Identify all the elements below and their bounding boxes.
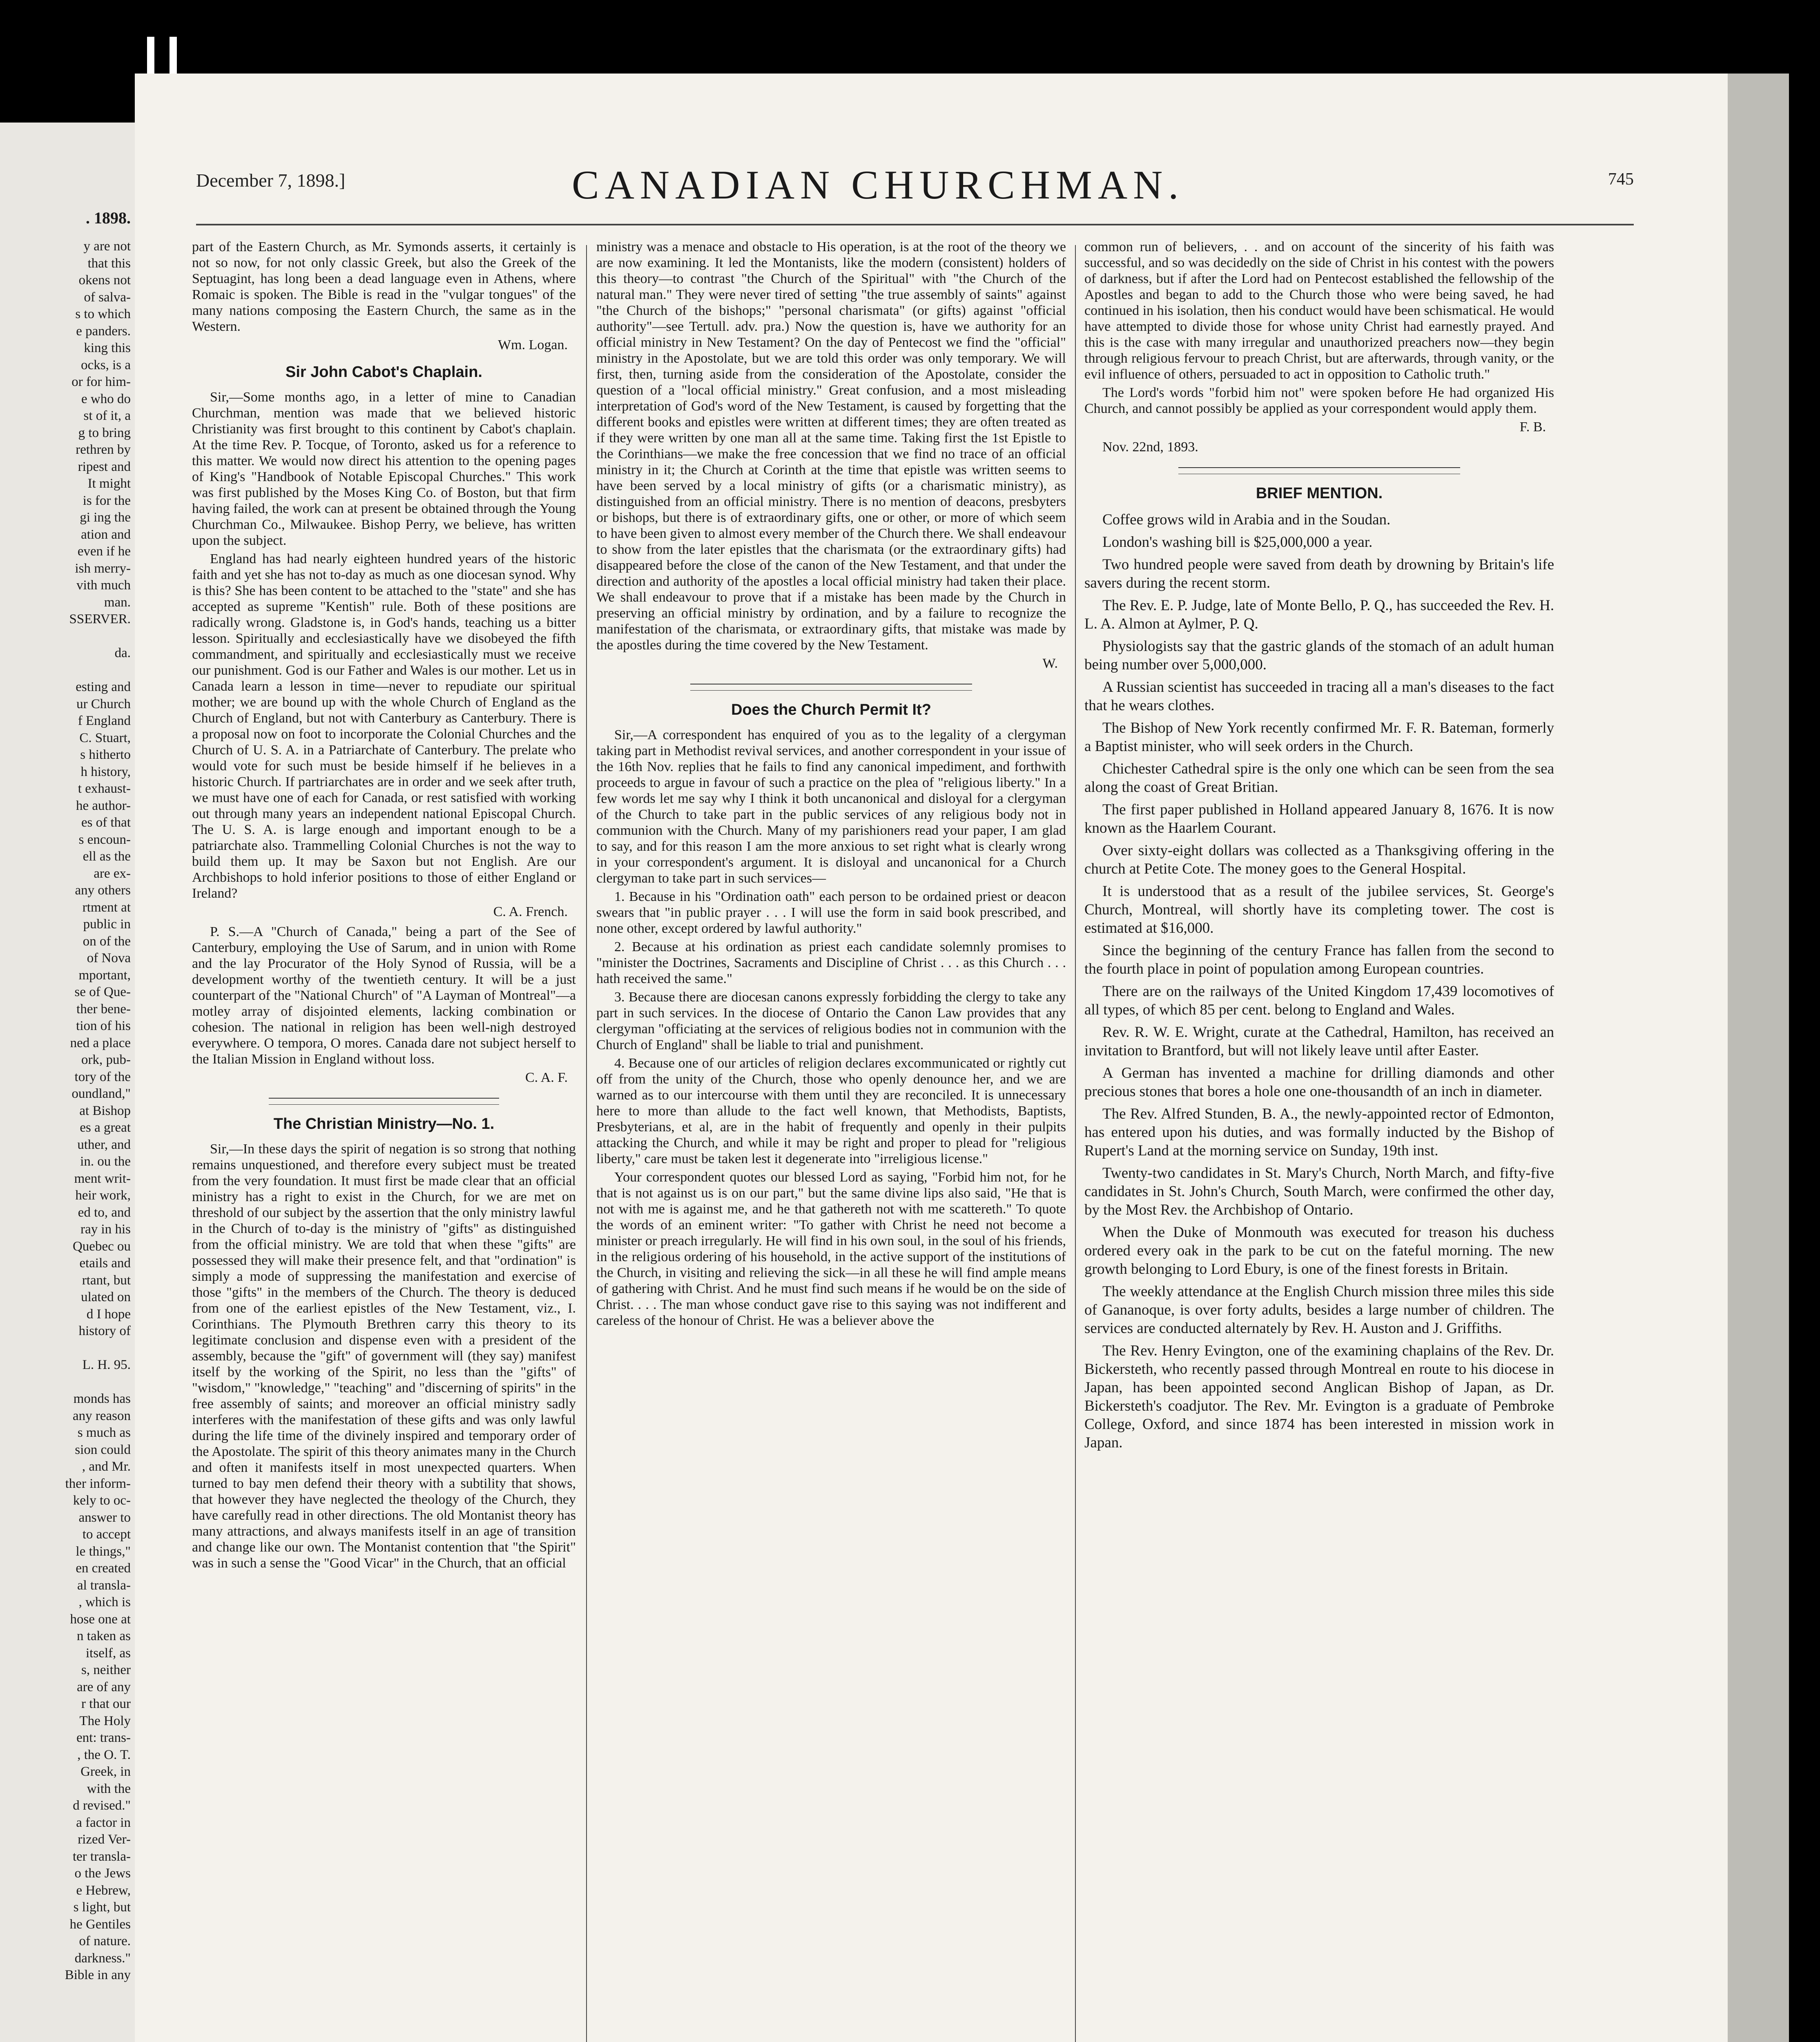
left-page-line: Quebec ou [72,1239,131,1254]
left-page-line: are ex- [94,866,131,881]
left-page-line: Bible in any [65,1968,131,1982]
left-page-line: even if he [77,544,131,559]
column-2 [596,239,1066,2042]
left-page-line: a factor in [76,1815,131,1830]
brief-mention-item: Twenty-two candidates in St. Mary's Church, North March, and fifty-five candidates in St. John's Church, South March, were confirmed the other day, by the Most Rev. the Archbishop of Ontario. [1084,1165,1554,1218]
left-page-line: f England [78,713,131,728]
left-page-line: L. H. 95. [82,1358,131,1372]
left-page-line: mportant, [78,967,131,983]
brief-mention-item: The Rev. Alfred Stunden, B. A., the newly-appointed rector of Edmonton, has entered upon his duties, and was formally inducted by the Bishop of Rupert's Land at the morning service on Sunday, 19th inst. [1084,1106,1554,1159]
brief-mention-item: When the Duke of Monmouth was executed for treason his duchess ordered every oak in the park to be cut on the fateful morning. The new growth belonging to Lord Ebury, is one of the finest forests in Britain. [1084,1224,1554,1277]
column-1 [192,239,576,2042]
left-page-line: ent: trans- [76,1730,131,1745]
left-page-line: tion of his [76,1019,131,1033]
paragraph: common run of believers, . . and on account of the sincerity of his faith was successful, and so was decidedly on the side of Christ in his contest with the powers of darkness, but if after the Lord had on Pentecost established the fellowship of the Apostles and began to add to the Church those who were being saved, he had continued in his isolation, then his conduct would have been schismatical. He would have attempted to divide those for whose unity Christ had earnestly prayed. And this is the case with many irregular and unauthorized preachers now—they begin through religious fervour to preach Christ, but are afterwards, through vanity, or the evil influence of others, persuaded to act in opposition to Catholic truth." [1084,239,1554,382]
left-page-line: rethren by [76,442,131,457]
left-page-line: any reason [72,1408,131,1423]
left-page-line: ment writ- [74,1171,131,1186]
page-number: 745 [1608,170,1634,189]
left-page-line: s light, but [73,1900,131,1915]
left-page-line: monds has [73,1391,131,1406]
column-rule [1075,245,1076,2042]
paragraph: Sir,—In these days the spirit of negation is so strong that nothing remains unquestioned, and therefore every subject must be treated from the very foundation. It must first be made clear that an official ministry has a right to exist in the Church, for we are met on threshold of our subject by the assertion that the only ministry lawful in the Church of to-day is the ministry of "gifts" as distinguished from the official ministry. We are told that when these "gifts" are possessed they will make their presence felt, and that "ordination" is simply a mode of suppressing the manifestation and exercise of those "gifts" in the members of the Church. The theory is deduced from one of the earliest epistles of the New Testament, viz., I. Corinthians. The Plymouth Brethren carry this theory to its legitimate conclusion and dispense even with a president of the assembly, because the "gift" of government will (they say) manifest itself by the working of the Spirit, no less than the "gifts" of "wisdom," "knowledge," "teaching" and "discerning of spirits" in the free assembly of saints; and moreover an official ministry sadly interferes with the manifestation of these gifts and was only lawful during the life time of the divinely inspired and temporary order of the Apostolate. The spirit of this theory animates many in the Church and often it manifests itself in most unexpected quarters. When turned to bay men defend their theory with a subtility that shows, that however they have neglected the theology of the Church, they have carefully read in other directions. The old Montanist theory has many attractions, and always manifests itself in an age of transition and change like our own. The Montanist contention that "the Spirit" was in such a sense the "Good Vicar" in the Church, that an official [192,1141,576,1571]
left-page-line: ulated on [81,1290,131,1304]
paragraph: Your correspondent quotes our blessed Lord as saying, "Forbid him not, for he that is not against us is on our part," but the same divine lips also said, "He that is not with me is against me, and he that gathereth not with me scattereth." To quote the words of an eminent writer: "To gather with Christ he need not become a minister or preach irregularly. He will find in his own soul, in the soul of his friends, in the religious ordering of his household, in the active support of the institutions of the Church, in visiting and relieving the sick—in all these he will find ample means of gathering with Christ. And he must find such means if he would be on the side of Christ. . . . The man whose conduct gave rise to this saying was not indifferent and careless of the honour of Christ. He was a believer above the [596,1170,1066,1328]
signature: W. [1042,656,1058,671]
separator-rule [269,1098,499,1105]
left-page-line: SSERVER. [69,612,131,626]
left-page-line: oundland," [71,1086,131,1101]
left-page-line: on of the [83,934,131,949]
left-page-year: . 1898. [86,209,131,227]
left-page-sliver [0,123,135,2042]
brief-mention-item: The Bishop of New York recently confirmed Mr. F. R. Bateman, formerly a Baptist minister, who will seek orders in the Church. [1084,720,1554,755]
left-page-line: he author- [76,798,131,813]
left-page-line: h history, [80,764,131,779]
left-page-line: al transla- [77,1578,131,1593]
left-page-line: are of any [77,1679,131,1694]
left-page-line: man. [104,595,131,610]
left-page-line: ripest and [78,459,131,474]
brief-mention-item: The weekly attendance at the English Church mission three miles this side of Gananoque, is over forty adults, besides a large number of children. The services are conducted alternately by Rev. H. Auston and J. Griffiths. [1084,1283,1554,1337]
left-page-line: da. [114,646,131,660]
brief-mention-item: Coffee grows wild in Arabia and in the Soudan. [1102,511,1391,528]
left-page-line: ork, pub- [81,1052,131,1067]
signature: F. B. [1519,419,1546,435]
left-page-line: is for the [83,493,131,508]
brief-mention-list [1084,510,1554,1452]
left-page-line: C. Stuart, [79,730,131,745]
left-page-line: answer to [78,1510,131,1525]
left-page-line: o the Jews [74,1866,131,1881]
left-page-line: t exhaust- [78,781,131,796]
signature: C. A. F. [525,1070,568,1085]
left-page-line: r that our [81,1696,131,1711]
brief-mention-item: The Rev. Henry Evington, one of the examining chaplains of the Rev. Dr. Bickersteth, who recently passed through Montreal en route to his diocese in Japan, has been appointed second Anglican Bishop of Japan, as Dr. Bickersteth's coadjutor. The Rev. Mr. Evington is a graduate of Pembroke College, Oxford, and since 1874 has been interested in mission work in Japan. [1084,1342,1554,1451]
left-page-line: ter transla- [72,1849,131,1864]
column-3 [1084,239,1554,2042]
left-page-line: rtment at [82,900,131,915]
section-heading: BRIEF MENTION. [1256,485,1383,502]
left-page-line: s much as [77,1425,131,1440]
left-page-line: that this [87,256,131,271]
paragraph: P. S.—A "Church of Canada," being a part of the See of Canterbury, employing the Use of Sarum, and in union with Rome and the lay Procurator of the Holy Synod of Russia, will be a development worthy of the twentieth century. It will be a just counterpart of the "National Church" of "A Layman of Montreal"—a motley array of disjointed elements, lacking combination or cohesion. The national in religion has been well-nigh destroyed everywhere. O tempora, O mores. Canada dare not subject herself to the Italian Mission in England without loss. [192,924,576,1067]
letter-logan-body: part of the Eastern Church, as Mr. Symonds asserts, it certainly is not so now, for not only classic Greek, but also the Greek of the Septuagint, has long been a dead language even in Athens, where Romaic is spoken. The Bible is read in the "vulgar tongues" of the many nations composing the Eastern Church, the same as in the Western. [192,239,576,334]
left-page-line: of Nova [87,951,131,965]
brief-mention-item: The first paper published in Holland appeared January 8, 1676. It is now known as the Haarlem Courant. [1084,801,1554,836]
brief-mention-item: It is understood that as a result of the jubilee services, St. George's Church, Montreal, will shortly have its completing tower. The cost is estimated at $16,000. [1084,883,1554,936]
paragraph: 1. Because in his "Ordination oath" each person to be ordained priest or deacon swears that "in public prayer . . . I will use the form in said book prescribed, and none other, except ordered by lawful authority." [596,889,1066,936]
left-page-line: le things," [76,1544,131,1559]
left-page-line: rtant, but [82,1273,131,1288]
left-page-line: ed to, and [78,1205,131,1220]
letter-date: Nov. 22nd, 1893. [1102,439,1198,455]
left-page-line: king this [84,341,131,355]
left-page-line: n taken as [77,1629,131,1643]
left-page-line: y are not [83,239,131,254]
brief-mention-item: Chichester Cathedral spire is the only one which can be seen from the sea along the coast of Great Britian. [1084,760,1554,796]
paragraph: ministry was a menace and obstacle to His operation, is at the root of the theory we are now examining. It led the Montanists, like the modern (consistent) holders of this theory—to contrast "the Church of the Spiritual" with "the Church of the natural man." They were never tired of setting "the true assembly of saints" against "the Church of the bishops;" "personal charismata" (or gifts) against "official authority"—see Tertull. adv. pra.) Now the question is, have we authority for an official ministry in New Testament? On the day of Pentecost we find the "official" ministry in the Apostolate, but we are told this order was only temporary. We will first, then, turning aside from the consideration of the Apostolate, consider the question of a "local official ministry." Great confusion, and a most misleading interpretation of God's word of the New Testament, is caused by forgetting that the different books and epistles were written at different times; they are often treated as if they were written by one man all at the same time. Taking first the 1st Epistle to the Corinthians—we make the free concession that we find no trace of an official ministry in it; the Church at Corinth at the time that epistle was written seems to have been served by a local ministry of gifts (or a charismatic ministry), as distinguished from an official ministry. There is no mention of deacons, presbyters or bishops, but there is of extraordinary gifts, one or other, or more of which seem to have been given to almost every member of the Church there. We shall endeavour to show from the later epistles that the charismata (or the extraordinary gifts) had disappeared before the close of the canon of the New Testament, and that under the direction and authority of the apostles a local official ministry had taken their place. We shall endeavour to prove that if a mistake has been made by the Church in preserving an official ministry by ordination, and by a failure to recognize the manifestation of the charismata, or extraordinary gifts, that mistake was made by the apostles during the time covered by the New Testament. [596,239,1066,653]
brief-mention-item: Over sixty-eight dollars was collected as a Thanksgiving offering in the church at Petite Cote. The money goes to the General Hospital. [1084,842,1554,877]
left-page-line: vith much [76,578,131,593]
left-page-line: public in [83,917,131,932]
paragraph: Sir,—A correspondent has enquired of you as to the legality of a clergyman taking part in Methodist revival services, and another correspondent in your issue of the 16th Nov. replies that he fails to find any canonical impediment, and forthwith proceeds to argue in favour of such a practice on the plea of "religious liberty." In a few words let me say why I think it both uncanonical and disloyal for a clergyman of the Church to take part in the public services of any religious body not in communion with the Church. Many of my parishioners read your paper, I am glad to say, and for this reason I am the more anxious to set right what is clearly wrong in your correspondent's argument. It is disloyal and uncanonical for a Church clergyman to take part in such services— [596,727,1066,886]
brief-mention-item: A Russian scientist has succeeded in tracing all a man's diseases to the fact that he wears clothes. [1084,679,1554,714]
left-page-line: itself, as [86,1645,131,1661]
paragraph: England has had nearly eighteen hundred years of the historic faith and yet she has not to-day as much as one diocesan synod. Why is this? She has been content to be attached to the "state" and she has accepted as supreme "Kentish" rule. Both of these positions are radically wrong. Gladstone is, in God's hands, teaching us a bitter lesson. Spiritually and ecclesiastically have we disobeyed the fifth commandment, and spiritually and ecclesiastically must we receive our punishment. God is our Father and Wales is our mother. Let us in Canada learn a lesson in time—never to repudiate our spiritual mother; we are bound up with the whole Church of England as the Church of England, but not with Canterbury as Canterbury. There is a proposal now on foot to incorporate the Colonial Churches and the Church of U. S. A. in a Patriarchate of Canterbury. The prelate who would vote for such must be beside himself if he believes in a historic Church. If partriarchates are in order and we seek after truth, we must have one of each for Canada, or rest satisfied with working out through many years an independent national Episcopal Church. The U. S. A. is large enough and important enough to be a patriarchate also. Trammelling Colonial Churches is not the way to build them up. It may be Saxon but not English. Are our Archbishops to hold inferior positions to those of either England or Ireland? [192,551,576,901]
left-page-line: at Bishop [79,1103,131,1118]
left-page-line: es of that [81,815,131,830]
left-page-line: of salva- [84,290,131,305]
left-page-line: to accept [82,1527,131,1542]
left-page-line: es a great [80,1120,131,1135]
separator-rule [690,684,972,691]
left-page-line: tory of the [74,1069,131,1084]
paragraph: Sir,—Some months ago, in a letter of mine to Canadian Churchman, mention was made that we believed historic Christianity was first brought to this continent by Cabot's chaplain. At the time Rev. P. Tocque, of Toronto, asked us for a reference to this matter. We would now direct his attention to the opening pages of King's "Handbook of Notable Episcopal Churches." This work was first published by the Moses King Co. of Boston, but that firm having failed, the work can at present be obtained through the Young Churchman Co., Milwaukee. Bishop Perry, we believe, has written upon the subject. [192,390,576,548]
paragraph: 3. Because there are diocesan canons expressly forbidding the clergy to take any part in such services. In the diocese of Ontario the Canon Law provides that any clergyman "officiating at the services of religious bodies not in communion with the Church of England" shall be liable to trial and punishment. [596,990,1066,1052]
paragraph: 2. Because at his ordination as priest each candidate solemnly promises to "minister the Doctrines, Sacraments and Discipline of Christ . . . as this Church . . . hath received the same." [596,939,1066,986]
article-heading: Does the Church Permit It? [731,701,931,718]
left-page-line: ation and [81,527,131,542]
left-page-line: s to which [75,307,131,321]
left-page-line: ned a place [70,1035,131,1050]
left-page-line: he Gentiles [69,1917,131,1932]
column-rule [586,245,587,2042]
left-page-line: st of it, a [83,408,131,423]
issue-date: December 7, 1898.] [196,170,346,191]
left-page-line: e panders. [76,323,131,339]
left-page-line: ther inform- [65,1476,131,1491]
left-page-line: en created [76,1561,131,1576]
left-page-line: okens not [78,273,131,288]
left-page-line: rized Ver- [78,1832,131,1847]
left-page-line: sion could [75,1442,131,1457]
paragraph: 4. Because one of our articles of religion declares excommunicated or rightly cut off from the unity of the Church, those who openly denounce her, and we are warned as to our intercourse with them until they are reconciled. It is unnecessary here to more than allude to the fact well known, that Methodists, Baptists, Presbyterians, et al, are in the habit of frequently and openly in their pulpits attacking the Church, and while it may be right and proper to plead for "religious liberty," care must be taken lest it degenerate into "irreligious license." [596,1056,1066,1166]
left-page-line: ish merry- [75,561,131,576]
left-page-line: e who do [81,391,131,406]
brief-mention-item: Since the beginning of the century France has fallen from the second to the fourth place in point of population among European countries. [1084,942,1554,977]
brief-mention-item: There are on the railways of the United Kingdom 17,439 locomotives of all types, of which 85 per cent. belong to England and Wales. [1084,983,1554,1018]
left-page-line: of nature. [79,1934,131,1948]
left-page-line: ther bene- [76,1001,131,1017]
page-header [196,161,1634,210]
left-page-line: Greek, in [80,1764,131,1779]
left-page-line: hose one at [70,1612,131,1627]
left-page-line: darkness." [74,1951,131,1966]
left-page-line: d I hope [86,1306,131,1322]
article-heading: The Christian Ministry—No. 1. [273,1115,495,1132]
left-page-line: gi ing the [80,510,131,525]
left-page-line: or for him- [71,375,131,389]
left-page-line: uther, and [77,1137,131,1152]
paragraph: The Lord's words "forbid him not" were spoken before He had organized His Church, and cannot possibly be applied as your correspondent would apply them. [1084,385,1554,416]
left-page-line: ur Church [76,696,131,711]
brief-mention-item: London's washing bill is $25,000,000 a year. [1102,534,1373,551]
signature: C. A. French. [493,904,568,919]
left-page-line: with the [87,1781,131,1796]
left-page-line: It might [87,476,131,491]
masthead-title: CANADIAN CHURCHMAN. [572,162,1184,207]
brief-mention-item: Rev. R. W. E. Wright, curate at the Cathedral, Hamilton, has received an invitation to Brantford, but will not likely leave until after Easter. [1084,1024,1554,1059]
left-page-line: etails and [79,1256,131,1271]
left-page-line: s hitherto [80,747,131,762]
article-heading: Sir John Cabot's Chaplain. [285,363,482,381]
left-page-line: ocks, is a [81,357,131,372]
brief-mention-item: Physiologists say that the gastric glands of the stomach of an adult human being number over 5,000,000. [1084,638,1554,673]
left-page-line: se of Que- [74,985,131,999]
left-page-line: esting and [76,680,131,694]
left-page-line: d revised." [73,1798,131,1813]
left-page-line: in. ou the [80,1154,131,1169]
left-page-line: , and Mr. [82,1459,131,1474]
left-page-line: The Holy [79,1713,131,1728]
header-rule [196,224,1634,225]
left-page-line: kely to oc- [73,1493,131,1508]
left-page-line: s encoun- [78,832,131,847]
left-page-line: e Hebrew, [76,1883,131,1898]
left-page-line: ray in his [80,1222,131,1237]
left-page-line: s, neither [81,1663,131,1677]
separator-rule [1178,467,1460,474]
left-page-line: , which is [78,1595,131,1610]
left-page-line: g to bring [78,425,131,440]
left-page-line: any others [75,883,131,898]
brief-mention-item: A German has invented a machine for drilling diamonds and other precious stones that bores a hole one one-thousandth of an inch in diameter. [1084,1065,1554,1100]
brief-mention-item: Two hundred people were saved from death by drowning by Britain's life savers during the recent storm. [1084,556,1554,591]
left-page-line: ell as the [83,849,131,864]
left-page-line: , the O. T. [77,1747,131,1762]
brief-mention-item: The Rev. E. P. Judge, late of Monte Bello, P. Q., has succeeded the Rev. H. L. A. Almon at Aylmer, P. Q. [1084,597,1554,632]
left-page-line: history of [78,1324,131,1338]
signature: Wm. Logan. [498,337,568,352]
left-page-line: heir work, [75,1188,131,1203]
